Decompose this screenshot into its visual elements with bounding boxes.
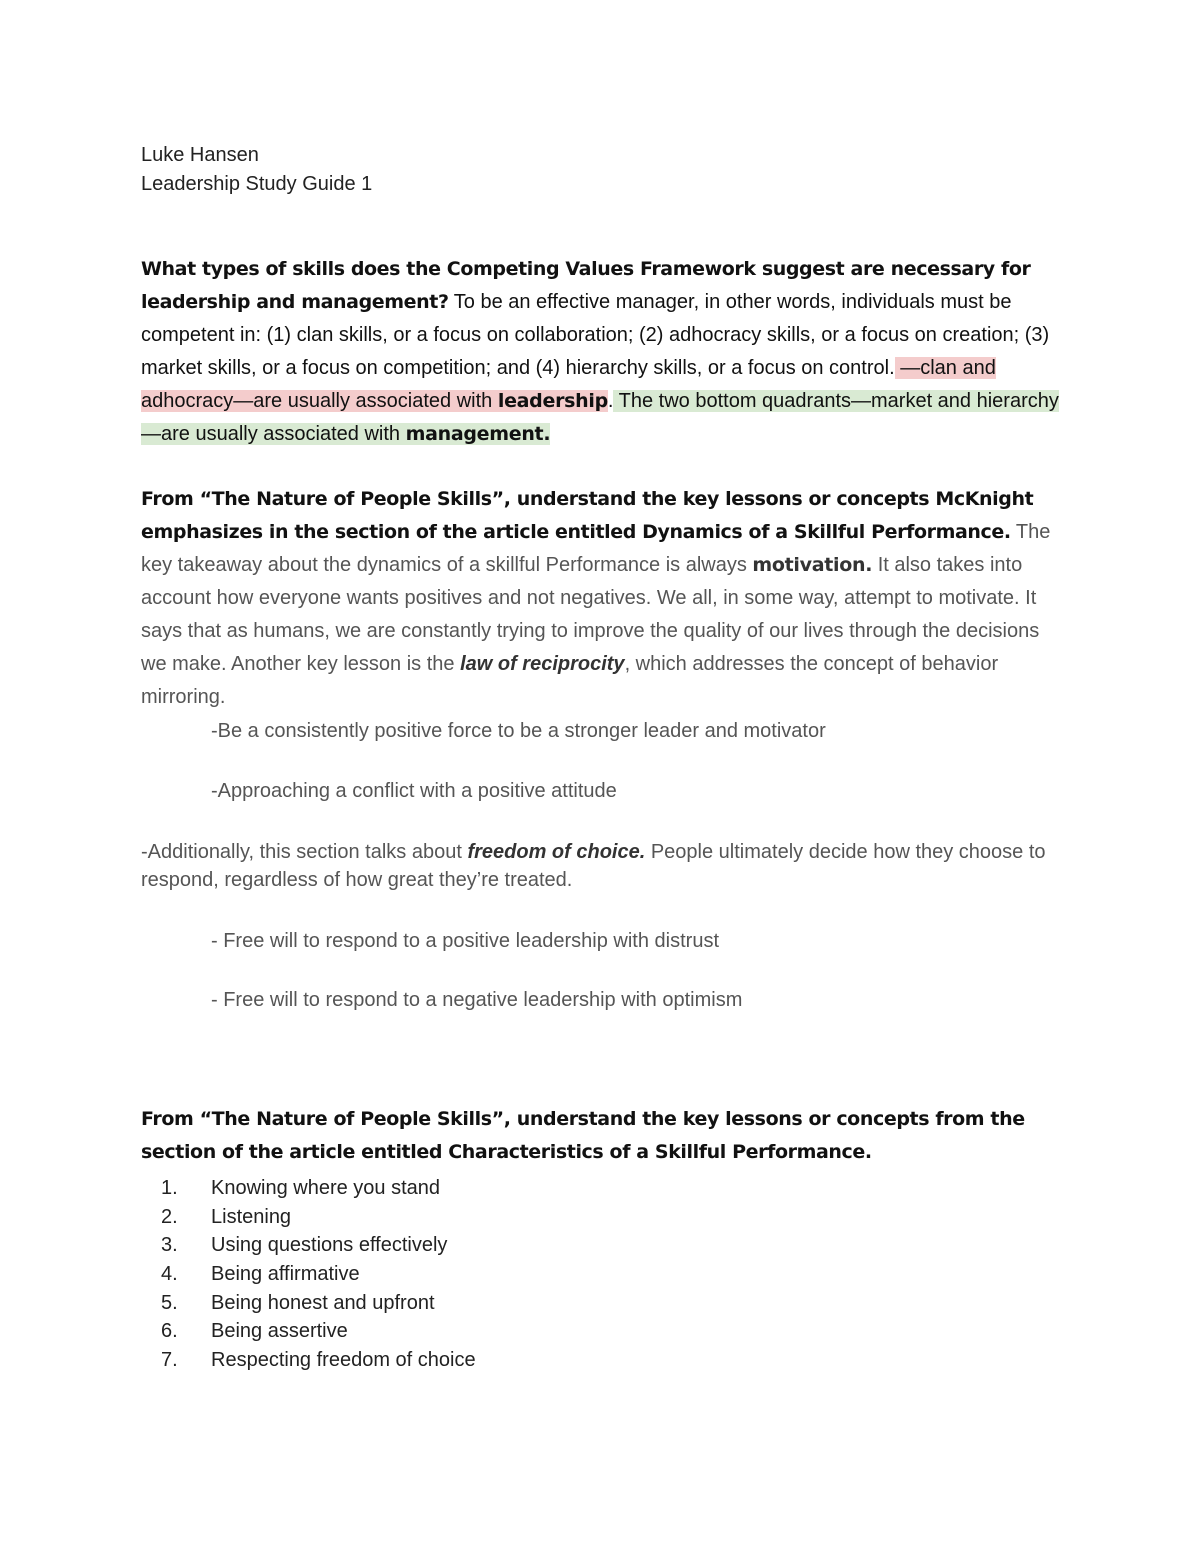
- document-title: Leadership Study Guide 1: [141, 173, 373, 195]
- list-number: 3.: [161, 1234, 178, 1257]
- sentence-period: .: [607, 390, 614, 412]
- list-item: [141, 1317, 476, 1346]
- freedom-of-choice-paragraph: [141, 838, 1061, 894]
- list-number: 4.: [161, 1263, 178, 1286]
- section-characteristics: [141, 1103, 1061, 1169]
- leadership-keyword: leadership: [497, 390, 608, 412]
- freedom-para-part-2: People ultimately decide how they choose to respond, regardless of how great they’re treated.: [141, 841, 1046, 891]
- list-item: [141, 1174, 476, 1203]
- list-text: Using questions effectively: [211, 1234, 448, 1257]
- motivation-keyword: motivation.: [752, 554, 873, 576]
- list-text: Being honest and upfront: [211, 1291, 435, 1314]
- list-number: 2.: [161, 1205, 178, 1228]
- section-dynamics: [141, 483, 1061, 714]
- list-item: [141, 1289, 476, 1318]
- red-highlight-phrase: —clan and adhocracy—are usually associated with: [141, 357, 996, 412]
- list-text: Respecting freedom of choice: [211, 1349, 476, 1372]
- list-text: Being assertive: [211, 1320, 348, 1343]
- freedom-para-part-1: -Additionally, this section talks about: [141, 841, 468, 863]
- document-header: [141, 141, 372, 199]
- question-1: What types of skills does the Competing Values Framework suggest are necessary for leadership and management?: [141, 258, 1031, 313]
- list-text: Being affirmative: [211, 1263, 360, 1286]
- question-2: From “The Nature of People Skills”, understand the key lessons or concepts McKnight emphasizes in the section of the article entitled Dynamics of a Skillful Performance.: [141, 488, 1034, 543]
- green-highlight-phrase: The two bottom quadrants—market and hierarchy—are usually associated with: [141, 390, 1059, 445]
- dynamics-bullet-3: - Free will to respond to a positive leadership with distrust: [211, 930, 720, 952]
- characteristics-list: [141, 1174, 476, 1375]
- list-number: 1.: [161, 1177, 178, 1199]
- list-number: 7.: [161, 1349, 178, 1372]
- section-competing-values: [141, 253, 1061, 451]
- dynamics-bullet-1: -Be a consistently positive force to be a stronger leader and motivator: [211, 720, 826, 742]
- answer-2-part-1: The key takeaway about the dynamics of a skillful Performance is always: [141, 521, 1051, 576]
- law-of-reciprocity-term: law of reciprocity: [460, 653, 625, 675]
- list-text: Listening: [211, 1205, 292, 1228]
- author-name: Luke Hansen: [141, 144, 259, 166]
- list-number: 5.: [161, 1291, 178, 1314]
- answer-2-part-2: It also takes into account how everyone wants positives and not negatives. We all, in some way, attempt to motivate. It says that as humans, we are constantly trying to improve the quality of our lives through the decisions we make. Another key lesson is the: [141, 554, 1040, 675]
- management-keyword: management.: [405, 423, 551, 445]
- answer-2-text: [141, 521, 1050, 708]
- dynamics-bullet-4: - Free will to respond to a negative leadership with optimism: [211, 989, 743, 1011]
- list-number: 6.: [161, 1320, 178, 1343]
- list-item: [141, 1346, 476, 1375]
- freedom-of-choice-term: freedom of choice.: [467, 841, 646, 863]
- list-text: Knowing where you stand: [211, 1177, 441, 1199]
- dynamics-bullet-2: -Approaching a conflict with a positive attitude: [211, 780, 617, 802]
- list-item: [141, 1203, 476, 1232]
- list-item: [141, 1260, 476, 1289]
- answer-1-text: To be an effective manager, in other words, individuals must be competent in: (1) clan skills, or a focus on collaboration; (2) adhocracy skills, or a focus on creation; (3) market skills, or a focus on competition; and (4) hierarchy skills, or a focus on control.: [141, 291, 1050, 379]
- answer-2-part-3: , which addresses the concept of behavior mirroring.: [141, 653, 999, 708]
- question-3: From “The Nature of People Skills”, understand the key lessons or concepts from the section of the article entitled Characteristics of a Skillful Performance.: [141, 1108, 1025, 1163]
- list-item: [141, 1231, 476, 1260]
